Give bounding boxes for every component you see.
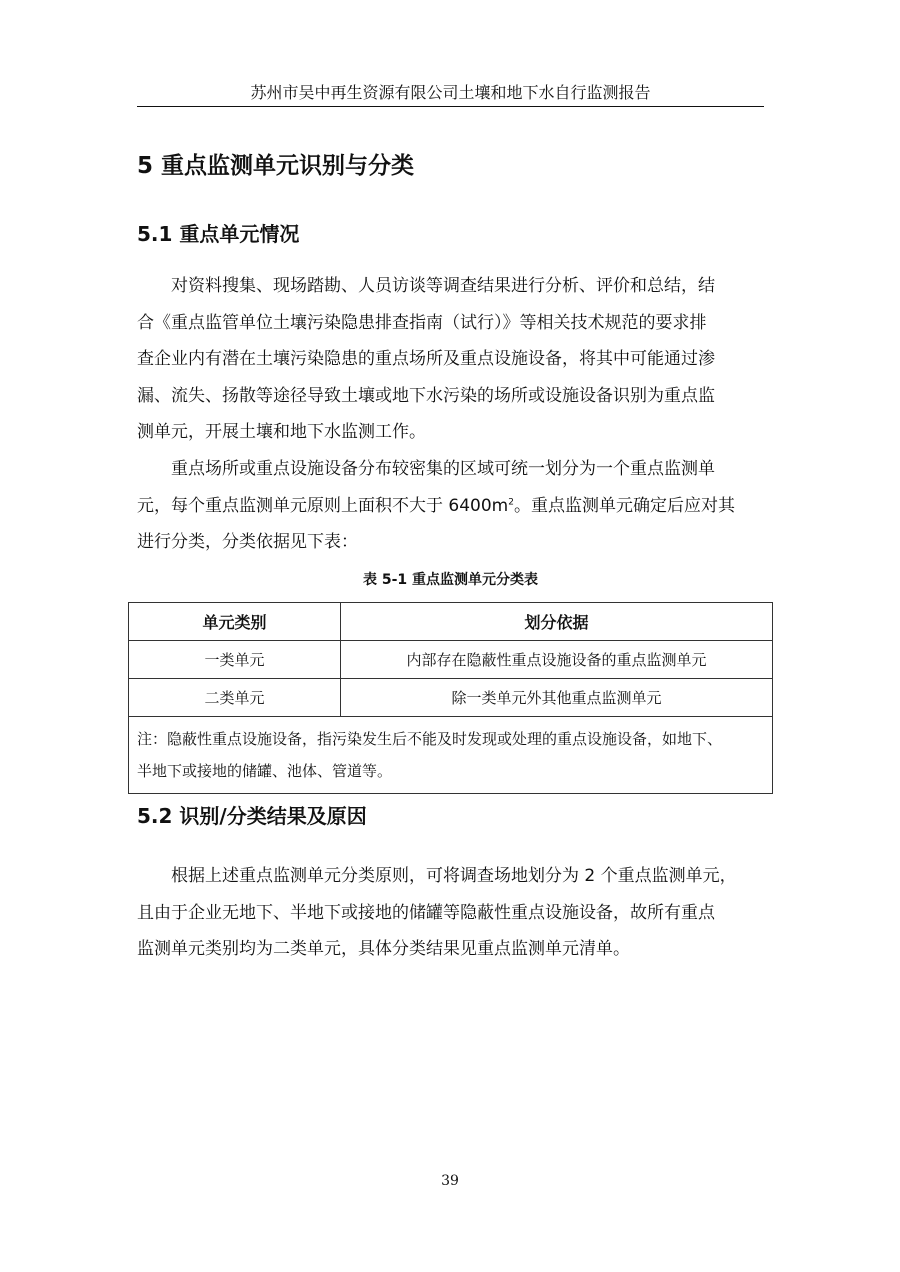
table-cell: 二类单元 bbox=[129, 679, 341, 717]
area-limit-text: 元，每个重点监测单元原则上面积不大于 6400m bbox=[137, 495, 509, 516]
table-cell: 内部存在隐蔽性重点设施设备的重点监测单元 bbox=[341, 641, 773, 679]
section-5-1-title: 5.1 重点单元情况 bbox=[137, 222, 300, 246]
table-header-row bbox=[129, 603, 773, 641]
paragraph-line: 且由于企业无地下、半地下或接地的储罐等隐蔽性重点设施设备，故所有重点 bbox=[137, 902, 715, 923]
paragraph-line: 根据上述重点监测单元分类原则，可将调查场地划分为 2 个重点监测单元， bbox=[171, 866, 737, 886]
header-rule bbox=[137, 106, 764, 107]
paragraph-line: 测单元，开展土壤和地下水监测工作。 bbox=[137, 422, 426, 442]
header-unit-category: 单元类别 bbox=[129, 603, 341, 641]
table-cell: 一类单元 bbox=[129, 641, 341, 679]
header-classification-basis: 划分依据 bbox=[341, 603, 773, 641]
section-5-title: 5 重点监测单元识别与分类 bbox=[137, 153, 415, 179]
paragraph-line: 对资料搜集、现场踏勘、人员访谈等调查结果进行分析、评价和总结，结 bbox=[171, 276, 715, 296]
table-cell: 除一类单元外其他重点监测单元 bbox=[341, 679, 773, 717]
paragraph-line bbox=[137, 488, 767, 525]
page-number: 39 bbox=[441, 1173, 459, 1189]
note-line: 半地下或接地的储罐、池体、管道等。 bbox=[137, 762, 393, 780]
area-unit-superscript: 2 bbox=[508, 496, 514, 507]
table-row bbox=[129, 641, 773, 679]
table-row bbox=[129, 679, 773, 717]
paragraph-text: 。重点监测单元确定后应对其 bbox=[513, 495, 735, 516]
table-caption: 表 5-1 重点监测单元分类表 bbox=[362, 572, 539, 588]
table-note bbox=[129, 717, 773, 794]
section-5-1-paragraph-2 bbox=[137, 451, 767, 561]
paragraph-line: 查企业内有潜在土壤污染隐患的重点场所及重点设施设备，将其中可能通过渗 bbox=[137, 349, 715, 369]
monitoring-unit-classification-table bbox=[128, 602, 773, 794]
running-header: 苏州市吴中再生资源有限公司土壤和地下水自行监测报告 bbox=[250, 83, 651, 102]
paragraph-line: 漏、流失、扬散等途径导致土壤或地下水污染的场所或设施设备识别为重点监 bbox=[137, 385, 715, 406]
paragraph-line: 进行分类，分类依据见下表： bbox=[137, 532, 358, 552]
paragraph-line: 监测单元类别均为二类单元，具体分类结果见重点监测单元清单。 bbox=[137, 939, 630, 959]
section-5-2-paragraph bbox=[137, 858, 767, 968]
table-note-row bbox=[129, 717, 773, 794]
paragraph-line: 合《重点监管单位土壤污染隐患排查指南（试行）》等相关技术规范的要求排 bbox=[137, 312, 707, 333]
section-5-1-paragraph-1 bbox=[137, 268, 767, 451]
section-5-2-title: 5.2 识别/分类结果及原因 bbox=[137, 804, 367, 828]
paragraph-line: 重点场所或重点设施设备分布较密集的区域可统一划分为一个重点监测单 bbox=[171, 459, 715, 479]
note-line: 注：隐蔽性重点设施设备，指污染发生后不能及时发现或处理的重点设施设备，如地下、 bbox=[137, 730, 723, 748]
